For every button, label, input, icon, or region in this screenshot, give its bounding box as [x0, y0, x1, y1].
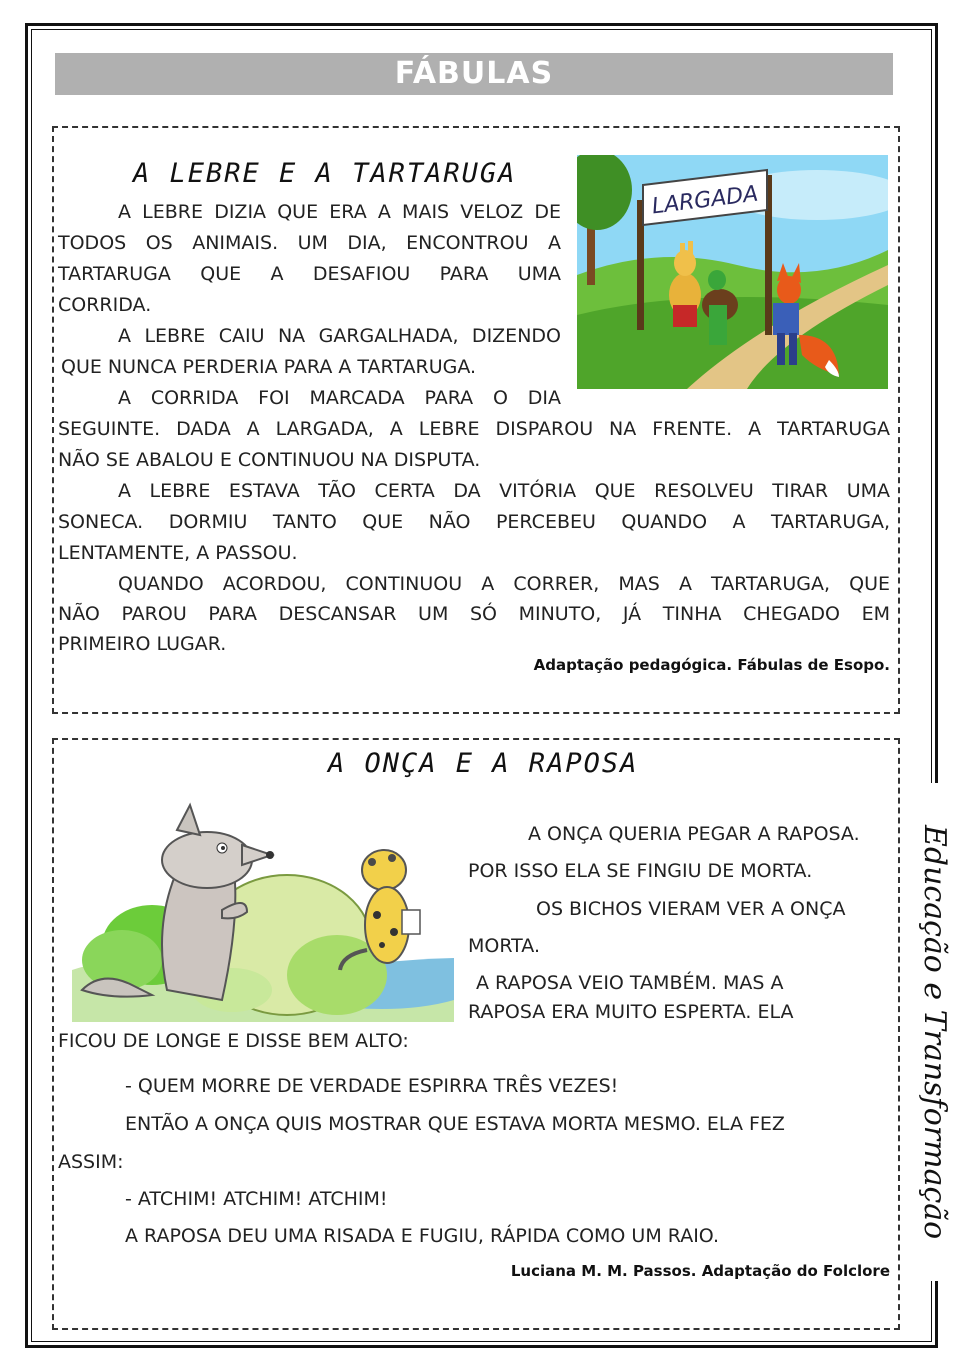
story2-line-8: - QUEM MORRE DE VERDADE ESPIRRA TRÊS VEZES! [125, 1075, 619, 1097]
story2-line-5: A RAPOSA VEIO TAMBÉM. MAS A [476, 972, 784, 994]
fox-and-jaguar-illustration [72, 800, 454, 1022]
story2-line-6: RAPOSA ERA MUITO ESPERTA. ELA [468, 1001, 794, 1023]
story1-line-10: A LEBRE ESTAVA TÃO CERTA DA VITÓRIA QUE RESOLVEU TIRAR UMA [118, 480, 890, 502]
story1-line-8: SEGUINTE. DADA A LARGADA, A LEBRE DISPAROU NA FRENTE. A TARTARUGA [58, 418, 890, 440]
race-sign-text: LARGADA [650, 181, 760, 220]
story1-credit: Adaptação pedagógica. Fábulas de Esopo. [533, 656, 890, 674]
story1-line-4: CORRIDA. [58, 294, 152, 316]
story2-credit: Luciana M. M. Passos. Adaptação do Folclore [510, 1262, 890, 1280]
story2-title: A ONÇA E A RAPOSA [328, 748, 639, 779]
story1-line-2: TODOS OS ANIMAIS. UM DIA, ENCONTROU A [58, 232, 561, 254]
story2-line-7: FICOU DE LONGE E DISSE BEM ALTO: [58, 1030, 409, 1052]
story2-line-10: ASSIM: [58, 1151, 124, 1173]
story1-line-3: TARTARUGA QUE A DESAFIOU PARA UMA [58, 263, 561, 285]
side-watermark-label: Educação e Transformação [915, 783, 953, 1281]
story1-line-9: NÃO SE ABALOU E CONTINUOU NA DISPUTA. [58, 449, 481, 471]
story2-line-11: - ATCHIM! ATCHIM! ATCHIM! [125, 1188, 388, 1210]
story1-line-14: NÃO PAROU PARA DESCANSAR UM SÓ MINUTO, JÁ TINHA CHEGADO EM [58, 603, 890, 625]
story2-line-1: A ONÇA QUERIA PEGAR A RAPOSA. [528, 823, 860, 845]
story1-title: A LEBRE E A TARTARUGA [133, 158, 517, 189]
story1-line-5: A LEBRE CAIU NA GARGALHADA, DIZENDO [118, 325, 561, 347]
story2-line-9: ENTÃO A ONÇA QUIS MOSTRAR QUE ESTAVA MORTA MESMO. ELA FEZ [125, 1113, 785, 1135]
story1-line-1: A LEBRE DIZIA QUE ERA A MAIS VELOZ DE [118, 201, 561, 223]
story1-line-12: LENTAMENTE, A PASSOU. [58, 542, 298, 564]
story1-line-6: QUE NUNCA PERDERIA PARA A TARTARUGA. [61, 356, 477, 378]
story2-line-12: A RAPOSA DEU UMA RISADA E FUGIU, RÁPIDA COMO UM RAIO. [125, 1225, 720, 1247]
story1-line-13: QUANDO ACORDOU, CONTINUOU A CORRER, MAS A TARTARUGA, QUE [118, 573, 890, 595]
page-title: FÁBULAS [55, 53, 893, 95]
race-start-illustration [577, 155, 888, 389]
story2-line-3: OS BICHOS VIERAM VER A ONÇA [536, 898, 846, 920]
story1-line-15: PRIMEIRO LUGAR. [58, 633, 227, 655]
story1-line-11: SONECA. DORMIU TANTO QUE NÃO PERCEBEU QUANDO A TARTARUGA, [58, 511, 890, 533]
story1-line-7: A CORRIDA FOI MARCADA PARA O DIA [118, 387, 561, 409]
story2-line-4: MORTA. [468, 935, 541, 957]
story2-line-2: POR ISSO ELA SE FINGIU DE MORTA. [468, 860, 813, 882]
